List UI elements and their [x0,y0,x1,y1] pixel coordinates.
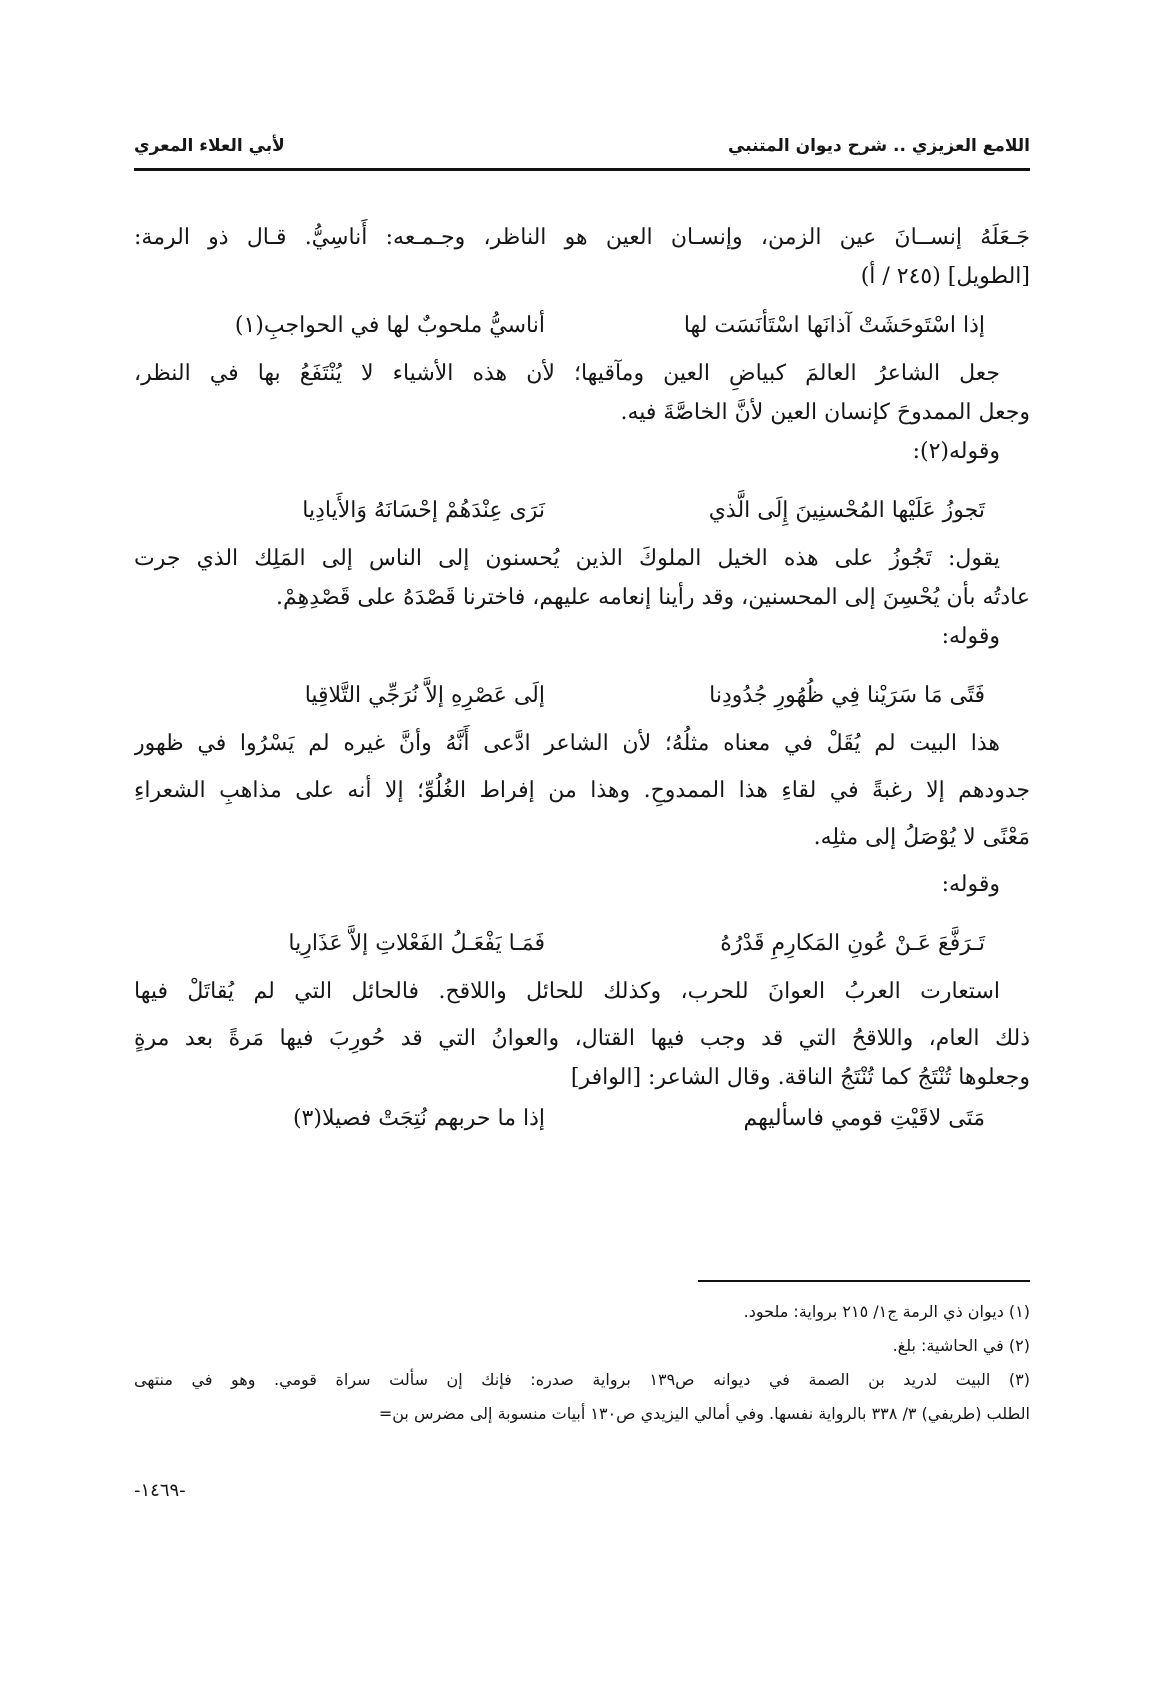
footnote: (٢) في الحاشية: بلغ. [892,1336,1030,1355]
text-line: استعارت العربُ العوانَ للحرب، وكذلك للحائل واللاقح. فالحائل التي لم يُقاتَلْ فيها [134,979,1000,1004]
text-line: عادتُه بأن يُحْسِنَ إلى المحسنين، وقد رأينا إنعامه عليهم، فاخترنا قَصْدَهُ على قَصْدِهِمْ. [276,585,1030,610]
header-rule [134,168,1030,171]
text-line: وجعلوها تُنْتَجُ كما تُنْتَجُ الناقة. وقال الشاعر: [الوافر] [570,1065,1030,1090]
running-header [134,126,1030,166]
footnote-rule [698,1280,1030,1282]
footnotes [134,1295,1030,1431]
verse-first-hemistich: مَتَى لاقَيْتِ قومي فاسأليهم [743,1105,985,1131]
verse-line [134,1097,1030,1139]
header-author: لأبي العلاء المعري [134,136,285,156]
verse-line [134,489,1030,531]
text-line: يقول: تَجُوزُ على هذه الخيل الملوكَ الذين يُحسنون إلى الناس إلى المَلِك الذي جرت [134,546,1000,571]
verse-first-hemistich: تَـرَفَّعَ عَـنْ عُونِ المَكارِمِ قَدْرُهُ [720,930,985,956]
verse-second-hemistich: إذا ما حربهم نُتِجَتْ فصيلا(٣) [292,1105,545,1131]
verse-first-hemistich: فَتًى مَا سَرَيْنا فِي ظُهُورِ جُدُودِنا [709,682,985,708]
verse-first-hemistich: إذا اسْتَوحَشَتْ آذانَها اسْتَأنَسَت لها [683,312,985,338]
header-book-title: اللامع العزيزي .. شرح ديوان المتنبي [728,136,1030,156]
verse-line [134,674,1030,716]
verse-second-hemistich: نَرَى عِنْدَهُمْ إحْسَانَهُ وَالأَيادِيا [302,497,545,523]
text-line: جعل الشاعرُ العالمَ كبياضِ العين ومآقيها؛ لأن هذه الأشياء لا يُنْتَفَعُ بها في النظر، [134,361,1000,386]
text-line: جدودهم إلا رغبةً في لقاءِ هذا الممدوحِ. وهذا من إفراط الغُلُوِّ؛ إلا أنه على مذاهبِ الشعراءِ [134,778,1030,803]
main-text [134,218,1030,1139]
text-line: مَعْنًى لا يُوْصَلُ إلى مثلِه. [813,825,1030,850]
text-line: وجعل الممدوحَ كإنسان العين لأنَّ الخاصَّةَ فيه. [620,400,1030,425]
verse-second-hemistich: أناسيُّ ملحوبٌ لها في الحواجبِ(١) [234,312,545,338]
text-line: جَـعَلَهُ إنســانَ عين الزمن، وإنسـان العين هو الناظر، وجـمـعه: أَناسِيُّ. قـال ذو الرمة: [134,225,1030,250]
verse-second-hemistich: فَمَـا يَفْعَـلُ الفَعْلاتِ إلاَّ عَذَارِيا [288,930,545,956]
footnote: (٣) البيت لدريد بن الصمة في ديوانه ص١٣٩ برواية صدره: فإنك إن سألت سراة قومي. وهو في منتهى [134,1370,1030,1389]
page-number: -١٤٦٩- [134,1480,186,1501]
footnote: (١) ديوان ذي الرمة ج١/ ٢١٥ برواية: ملحود. [743,1302,1030,1321]
text-line: ذلك العام، واللاقحُ التي قد وجب فيها القتال، والعوانُ التي قد حُورِبَ فيها مَرةً بعد مرةٍ [134,1026,1030,1051]
quote-intro: وقوله: [941,872,1000,897]
verse-line [134,304,1030,346]
footnote-continuation: الطلب (طريفي) ٣/ ٣٣٨ بالرواية نفسها. وفي أمالي اليزيدي ص١٣٠ أبيات منسوبة إلى مضرس بن= [378,1404,1030,1423]
text-line: [الطويل] (٢٤٥ / أ) [860,264,1030,289]
verse-first-hemistich: تَجوزُ عَلَيْها المُحْسنِينَ إِلَى الَّذي [708,497,985,523]
verse-line [134,922,1030,964]
text-line: هذا البيت لم يُقَلْ في معناه مثلُهُ؛ لأن الشاعر ادَّعى أَنَّهُ وأنَّ غيره لم يَسْرُوا في ظهور [134,731,1000,756]
quote-intro: وقوله(٢): [912,439,1000,464]
quote-intro: وقوله: [941,624,1000,649]
verse-second-hemistich: إلَى عَصْرِهِ إلاَّ نُرَجِّي التَّلاقِيا [304,682,545,708]
